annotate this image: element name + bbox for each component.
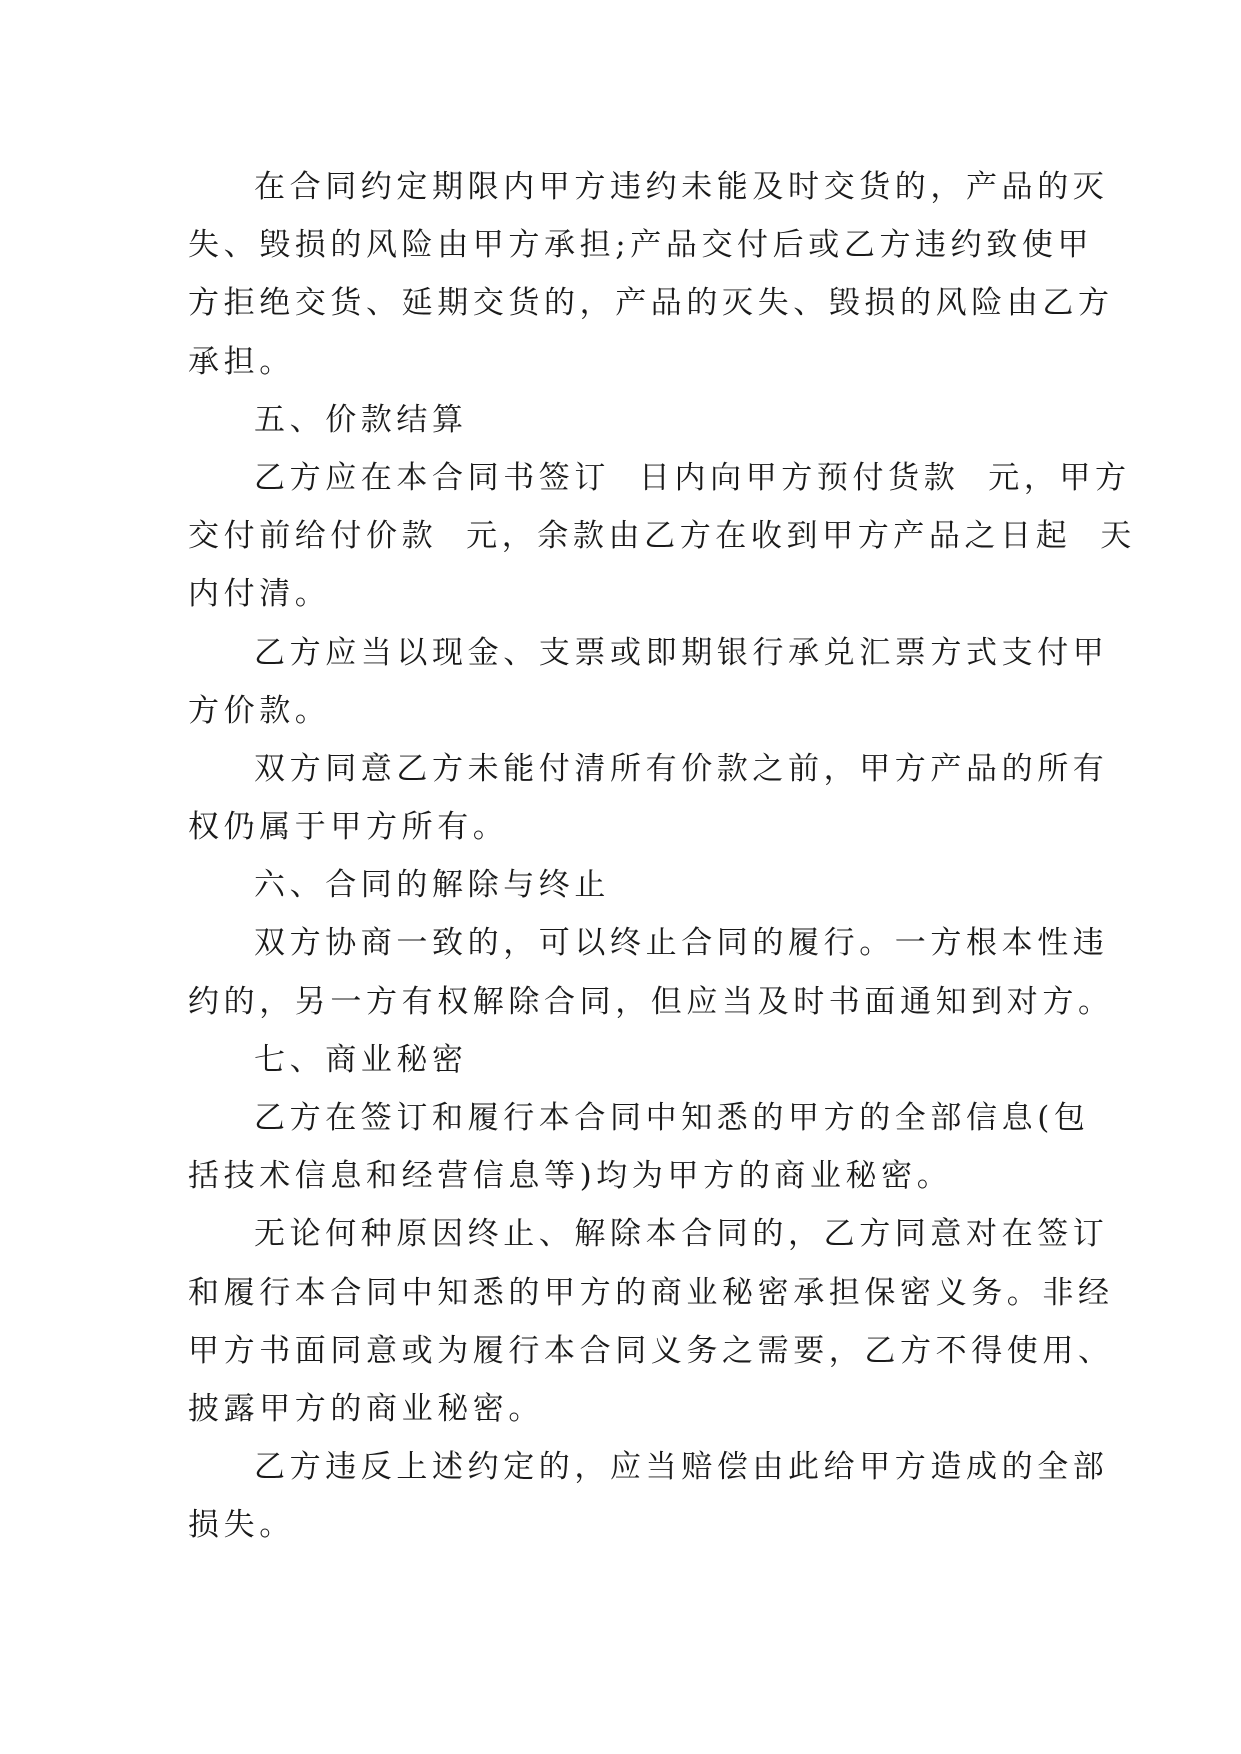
section-heading: 七、商业秘密 bbox=[254, 1041, 468, 1078]
text-line: 内付清。 bbox=[188, 576, 331, 613]
text-line: 在合同约定期限内甲方违约未能及时交货的，产品的灭 bbox=[254, 169, 1109, 205]
text-line: 承担。 bbox=[188, 343, 295, 380]
text-line: 乙方应当以现金、支票或即期银行承兑汇票方式支付甲 bbox=[254, 634, 1109, 671]
section-heading: 六、合同的解除与终止 bbox=[254, 867, 610, 904]
text-line: 方拒绝交货、延期交货的，产品的灭失、毁损的风险由乙方 bbox=[188, 285, 1114, 322]
text-line: 甲方书面同意或为履行本合同义务之需要，乙方不得使用、 bbox=[188, 1332, 1114, 1369]
text-line: 交付前给付价款 元，余款由乙方在收到甲方产品之日起 天 bbox=[188, 518, 1136, 555]
text-line: 乙方在签订和履行本合同中知悉的甲方的全部信息(包 bbox=[254, 1100, 1090, 1136]
text-line: 权仍属于甲方所有。 bbox=[188, 809, 509, 846]
text-line: 约的，另一方有权解除合同，但应当及时书面通知到对方。 bbox=[188, 983, 1114, 1020]
text-line: 披露甲方的商业秘密。 bbox=[188, 1390, 544, 1427]
text-line: 损失。 bbox=[188, 1507, 295, 1544]
text-line: 和履行本合同中知悉的甲方的商业秘密承担保密义务。非经 bbox=[188, 1274, 1114, 1311]
text-line: 乙方应在本合同书签订 日内向甲方预付货款 元，甲方 bbox=[254, 459, 1131, 496]
text-line: 双方协商一致的，可以终止合同的履行。一方根本性违 bbox=[254, 925, 1109, 962]
text-line: 乙方违反上述约定的，应当赔偿由此给甲方造成的全部 bbox=[254, 1449, 1109, 1486]
text-line: 方价款。 bbox=[188, 692, 331, 729]
text-line: 括技术信息和经营信息等)均为甲方的商业秘密。 bbox=[188, 1158, 953, 1195]
text-line: 失、毁损的风险由甲方承担;产品交付后或乙方违约致使甲 bbox=[188, 227, 1094, 264]
section-heading: 五、价款结算 bbox=[254, 401, 468, 438]
text-line: 双方同意乙方未能付清所有价款之前，甲方产品的所有 bbox=[254, 750, 1109, 787]
document-body bbox=[188, 158, 1136, 1555]
text-line: 无论何种原因终止、解除本合同的，乙方同意对在签订 bbox=[254, 1216, 1109, 1253]
